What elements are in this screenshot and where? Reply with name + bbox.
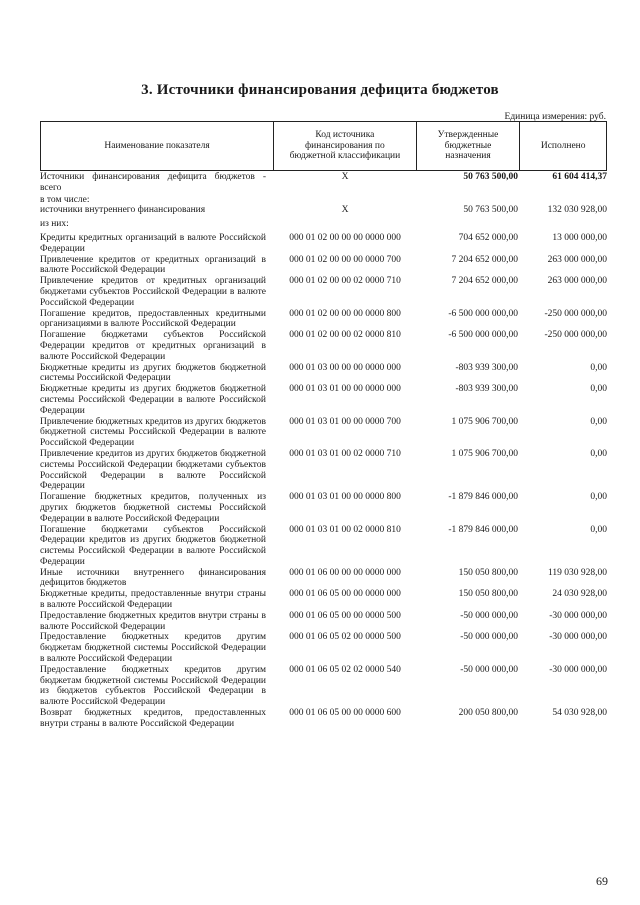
table-row <box>40 205 607 216</box>
row-approved: 704 652 000,00 <box>458 232 518 243</box>
header-approved: Утвержденные бюджетные назначения <box>416 122 520 170</box>
row-approved: 7 204 652 000,00 <box>451 276 518 287</box>
row-name: Бюджетные кредиты из других бюджетов бюджетной системы Российской Федерации <box>40 362 266 384</box>
row-executed: 132 030 928,00 <box>547 205 607 216</box>
table-row <box>40 449 607 492</box>
row-name: Привлечение кредитов от кредитных организаций бюджетами субъектов Российской Федерации в валюте Российской Федерации <box>40 276 266 308</box>
row-executed: 13 000 000,00 <box>552 232 607 243</box>
row-name: Погашение бюджетных кредитов, полученных из других бюджетов бюджетной системы Российской Федерации в валюте Российской Федерации <box>40 492 266 524</box>
row-executed: 0,00 <box>590 362 607 373</box>
row-executed: 0,00 <box>590 524 607 535</box>
table-row <box>40 525 607 568</box>
row-executed: 54 030 928,00 <box>552 708 607 719</box>
table-row <box>40 219 607 230</box>
row-code: 000 01 03 01 00 00 0000 000 <box>289 384 401 395</box>
table-header <box>40 121 607 171</box>
row-approved: 7 204 652 000,00 <box>451 254 518 265</box>
row-approved: 50 763 500,00 <box>463 172 518 182</box>
row-name: Кредиты кредитных организаций в валюте Российской Федерации <box>40 232 266 254</box>
row-approved: 1 075 906 700,00 <box>451 448 518 459</box>
row-name: Предоставление бюджетных кредитов другим бюджетам бюджетной системы Российской Федерации в валюте Российской Федерации <box>40 632 266 665</box>
table-row <box>40 276 607 308</box>
row-executed: 119 030 928,00 <box>547 567 607 578</box>
row-name: в том числе: <box>40 194 90 205</box>
header-code: Код источника финансирования по бюджетной классификации <box>273 122 416 170</box>
row-name: Бюджетные кредиты, предоставленные внутри страны в валюте Российской Федерации <box>40 589 266 611</box>
table-row <box>40 309 607 331</box>
row-executed: 0,00 <box>590 416 607 427</box>
row-name: Погашение бюджетами субъектов Российской Федерации кредитов из других бюджетов бюджетной системы Российской Федерации в валюте Российской Федерации <box>40 524 266 567</box>
row-approved: -50 000 000,00 <box>460 610 518 621</box>
table-row <box>40 589 607 611</box>
table-row <box>40 195 607 206</box>
table-row <box>40 417 607 449</box>
row-code: 000 01 02 00 00 02 0000 710 <box>289 276 401 287</box>
row-executed: -30 000 000,00 <box>549 664 607 675</box>
row-code: 000 01 06 00 00 00 0000 000 <box>289 567 401 578</box>
row-code: 000 01 02 00 00 02 0000 810 <box>289 330 401 341</box>
table-row <box>40 384 607 416</box>
row-executed: 61 604 414,37 <box>552 172 607 182</box>
row-code: 000 01 06 05 02 00 0000 500 <box>289 632 401 643</box>
table-body <box>40 172 607 730</box>
header-name: Наименование показателя <box>104 140 210 151</box>
table-row <box>40 665 607 708</box>
row-code: X <box>341 172 349 182</box>
row-approved: -803 939 300,00 <box>455 384 518 395</box>
table-row <box>40 492 607 524</box>
row-executed: -250 000 000,00 <box>544 308 607 319</box>
row-code: 000 01 02 00 00 00 0000 000 <box>289 232 401 243</box>
table-row <box>40 330 607 362</box>
row-approved: -50 000 000,00 <box>460 632 518 643</box>
row-approved: 150 050 800,00 <box>458 567 518 578</box>
row-code: 000 01 02 00 00 00 0000 700 <box>289 254 401 265</box>
row-code: 000 01 03 01 00 02 0000 710 <box>289 448 401 459</box>
table-row <box>40 363 607 385</box>
table-row <box>40 233 607 255</box>
table-row <box>40 568 607 590</box>
row-code: X <box>341 205 349 216</box>
row-approved: 150 050 800,00 <box>458 589 518 600</box>
row-executed: 0,00 <box>590 384 607 395</box>
section-title: 3. Источники финансирования дефицита бюджетов <box>141 82 499 98</box>
row-name: из них: <box>40 219 69 230</box>
row-code: 000 01 06 05 00 00 0000 600 <box>289 708 401 719</box>
row-name: Источники финансирования дефицита бюджетов - всего <box>40 172 266 193</box>
row-name: источники внутреннего финансирования <box>40 205 206 216</box>
row-executed: 24 030 928,00 <box>552 589 607 600</box>
row-approved: 1 075 906 700,00 <box>451 416 518 427</box>
header-executed: Исполнено <box>519 122 606 170</box>
row-executed: 0,00 <box>590 492 607 503</box>
row-name: Погашение кредитов, предоставленных кредитными организациями в валюте Российской Федерации <box>40 308 266 330</box>
row-name: Иные источники внутреннего финансирования дефицитов бюджетов <box>40 567 266 589</box>
row-name: Возврат бюджетных кредитов, предоставленных внутри страны в валюте Российской Федерации <box>40 708 266 729</box>
row-executed: -250 000 000,00 <box>544 330 607 341</box>
page-number: 69 <box>596 874 608 888</box>
table-row <box>40 172 607 194</box>
row-executed: 263 000 000,00 <box>547 254 607 265</box>
row-code: 000 01 03 01 00 00 0000 700 <box>289 416 401 427</box>
row-executed: -30 000 000,00 <box>549 610 607 621</box>
table-row <box>40 611 607 633</box>
row-name: Предоставление бюджетных кредитов другим бюджетам бюджетной системы Российской Федерации из бюджетов субъектов Российской Федерации в валюте Российской Федерации <box>40 664 266 708</box>
row-name: Привлечение кредитов от кредитных организаций в валюте Российской Федерации <box>40 254 266 276</box>
row-approved: -6 500 000 000,00 <box>448 330 518 341</box>
row-code: 000 01 03 00 00 00 0000 000 <box>289 362 401 373</box>
row-name: Бюджетные кредиты из других бюджетов бюджетной системы Российской Федерации в валюте Российской Федерации <box>40 384 266 416</box>
table-row <box>40 632 607 664</box>
row-name: Предоставление бюджетных кредитов внутри страны в валюте Российской Федерации <box>40 610 266 632</box>
row-code: 000 01 06 05 00 00 0000 500 <box>289 610 401 621</box>
row-code: 000 01 06 05 02 02 0000 540 <box>289 664 401 675</box>
row-name: Привлечение бюджетных кредитов из других бюджетов бюджетной системы Российской Федерации в валюте Российской Федерации <box>40 416 266 449</box>
row-code: 000 01 03 01 00 02 0000 810 <box>289 524 401 535</box>
row-approved: -803 939 300,00 <box>455 362 518 373</box>
row-code: 000 01 06 05 00 00 0000 000 <box>289 589 401 600</box>
row-executed: -30 000 000,00 <box>549 632 607 643</box>
row-name: Погашение бюджетами субъектов Российской Федерации кредитов от кредитных организаций в валюте Российской Федерации <box>40 330 266 362</box>
units-label: Единица измерения: руб. <box>504 112 606 122</box>
row-executed: 0,00 <box>590 448 607 459</box>
row-approved: -6 500 000 000,00 <box>448 308 518 319</box>
table-row <box>40 255 607 277</box>
row-approved: 50 763 500,00 <box>463 205 518 216</box>
row-approved: 200 050 800,00 <box>458 708 518 719</box>
row-approved: -50 000 000,00 <box>460 664 518 675</box>
row-code: 000 01 03 01 00 00 0000 800 <box>289 492 401 503</box>
row-code: 000 01 02 00 00 00 0000 800 <box>289 308 401 319</box>
row-approved: -1 879 846 000,00 <box>448 524 518 535</box>
table-row <box>40 708 607 730</box>
row-approved: -1 879 846 000,00 <box>448 492 518 503</box>
row-name: Привлечение кредитов из других бюджетов бюджетной системы Российской Федерации бюджетами субъектов Российской Федерации в валюте Российской Федерации <box>40 448 266 492</box>
row-executed: 263 000 000,00 <box>547 276 607 287</box>
